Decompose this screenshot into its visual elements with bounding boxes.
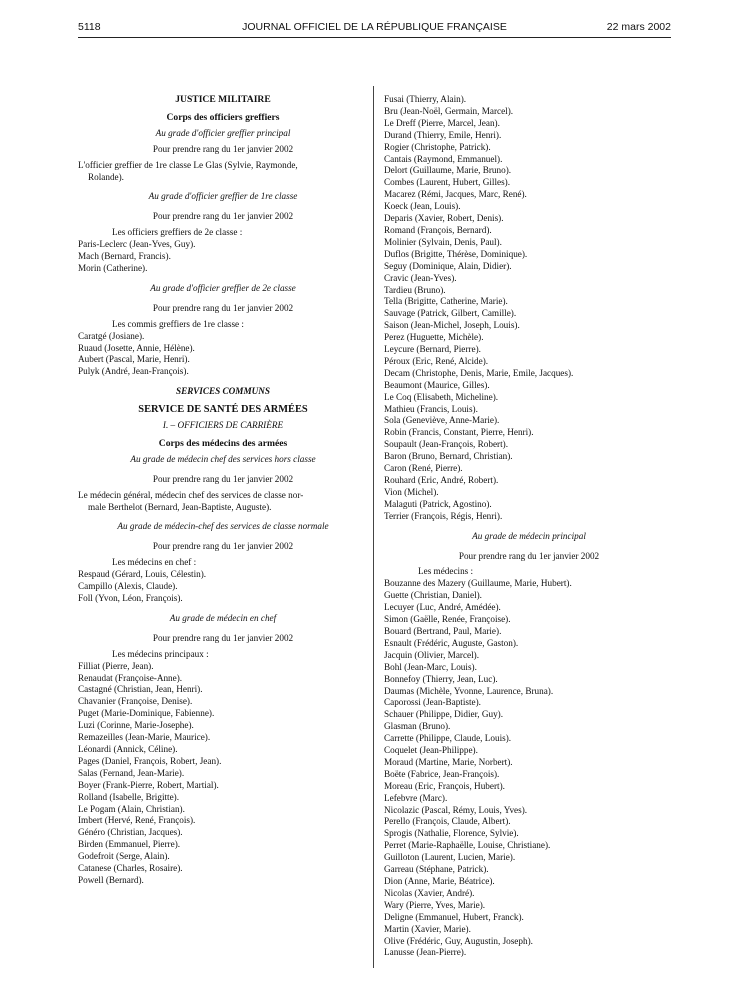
list-intro: Les officiers greffiers de 2e classe : — [112, 227, 243, 238]
name-entry: Garreau (Stéphane, Patrick). — [384, 864, 489, 875]
name-entry: Castagné (Christian, Jean, Henri). — [78, 684, 203, 695]
name-entry: Vion (Michel). — [384, 486, 439, 497]
name-entry: Caratgé (Josiane). — [78, 330, 145, 341]
name-entry: Le Dreff (Pierre, Marcel, Jean). — [384, 117, 500, 128]
name-entry: Chavanier (Françoise, Denise). — [78, 696, 193, 707]
name-entry: Le Coq (Elisabeth, Micheline). — [384, 391, 499, 402]
name-entry: Guilloton (Laurent, Lucien, Marie). — [384, 852, 516, 863]
name-entry: Sola (Geneviève, Anne-Marie). — [384, 415, 500, 426]
name-entry: Sauvage (Patrick, Gilbert, Camille). — [384, 308, 517, 319]
name-entry: Pulyk (André, Jean-François). — [78, 366, 189, 377]
heading-officiers-carriere: I. – OFFICIERS DE CARRIÈRE — [162, 420, 284, 431]
name-entry: Glasman (Bruno). — [384, 721, 451, 732]
name-list — [384, 94, 674, 523]
rang-line: Pour prendre rang du 1er janvier 2002 — [152, 541, 294, 552]
name-entry: Puget (Marie-Dominique, Fabienne). — [78, 708, 215, 719]
rang-line: Pour prendre rang du 1er janvier 2002 — [152, 473, 294, 484]
name-entry: Olive (Frédéric, Guy, Augustin, Joseph). — [384, 935, 533, 946]
name-entry: Terrier (François, Régis, Henri). — [384, 510, 503, 521]
name-entry: Delort (Guillaume, Marie, Bruno). — [384, 165, 512, 176]
page-number: 5118 — [78, 21, 101, 33]
rang-line: Pour prendre rang du 1er janvier 2002 — [458, 550, 600, 561]
name-entry: Imbert (Hervé, René, François). — [78, 815, 196, 826]
rang-line: Pour prendre rang du 1er janvier 2002 — [152, 211, 294, 222]
name-list — [78, 661, 368, 887]
name-entry: Duflos (Brigitte, Thérèse, Dominique). — [384, 248, 528, 259]
name-entry: Bohl (Jean-Marc, Louis). — [384, 661, 477, 672]
name-entry: Deligne (Emmanuel, Hubert, Franck). — [384, 911, 524, 922]
name-entry: Powell (Bernard). — [78, 874, 144, 885]
name-list — [78, 569, 368, 605]
name-entry: Tardieu (Bruno). — [384, 284, 446, 295]
name-entry: Mathieu (Francis, Louis). — [384, 403, 478, 414]
name-entry: Nicolas (Xavier, André). — [384, 887, 475, 898]
name-entry: Deparis (Xavier, Robert, Denis). — [384, 213, 504, 224]
name-entry: Wary (Pierre, Yves, Marie). — [384, 899, 486, 910]
name-entry: Carrette (Philippe, Claude, Louis). — [384, 733, 512, 744]
name-entry: Schauer (Philippe, Didier, Guy). — [384, 709, 504, 720]
name-entry: Respaud (Gérard, Louis, Célestin). — [78, 569, 207, 580]
list-intro: Les médecins en chef : — [112, 557, 197, 568]
name-entry: Macarez (Rémi, Jacques, Marc, René). — [384, 189, 527, 200]
name-entry: Simon (Gaëlle, Renée, Françoise). — [384, 614, 511, 625]
name-entry: Saison (Jean-Michel, Joseph, Louis). — [384, 320, 520, 331]
name-entry: Luzi (Corinne, Marie-Josephe). — [78, 720, 194, 731]
name-entry: Aubert (Pascal, Marie, Henri). — [78, 354, 190, 365]
name-entry: Foll (Yvon, Léon, François). — [78, 593, 183, 603]
name-entry: Nicolazic (Pascal, Rémy, Louis, Yves). — [384, 804, 528, 815]
grade-heading: Au grade de médecin chef des services hors classe — [130, 453, 316, 464]
name-entry: Seguy (Dominique, Alain, Didier). — [384, 260, 512, 271]
name-entry: Guette (Christian, Daniel). — [384, 590, 482, 601]
right-column — [384, 94, 674, 959]
publication-date: 22 mars 2002 — [606, 21, 671, 33]
heading-corps-greffiers: Corps des officiers greffiers — [166, 111, 280, 123]
name-entry: Bouzanne des Mazery (Guillaume, Marie, Hubert). — [384, 578, 572, 589]
heading-services-communs: SERVICES COMMUNS — [175, 386, 271, 397]
grade-heading: Au grade d'officier greffier de 1re classe — [148, 191, 298, 202]
grade-heading: Au grade de médecin-chef des services de classe normale — [117, 521, 329, 532]
name-entry: Lanusse (Jean-Pierre). — [384, 947, 467, 958]
grade-heading: Au grade de médecin principal — [472, 530, 586, 541]
name-entry: Mach (Bernard, Francis). — [78, 251, 171, 262]
heading-service-sante: SERVICE DE SANTÉ DES ARMÉES — [138, 404, 308, 416]
name-entry: Généro (Christian, Jacques). — [78, 827, 183, 838]
name-entry: Cravic (Jean-Yves). — [384, 272, 457, 283]
name-entry: Tella (Brigitte, Catherine, Marie). — [384, 296, 508, 307]
name-entry: Perello (François, Claude, Albert). — [384, 816, 511, 827]
name-entry: Birden (Emmanuel, Pierre). — [78, 839, 181, 850]
name-list — [78, 331, 368, 379]
name-entry: Sprogis (Nathalie, Florence, Sylvie). — [384, 828, 519, 839]
name-entry: Léonardi (Annick, Céline). — [78, 743, 178, 754]
name-entry: Moraud (Martine, Marie, Norbert). — [384, 756, 513, 767]
name-entry: Rouhard (Eric, André, Robert). — [384, 475, 499, 485]
name-entry: Lefebvre (Marc). — [384, 792, 448, 803]
grade-heading: Au grade d'officier greffier principal — [155, 127, 291, 138]
name-entry: Paris-Leclerc (Jean-Yves, Guy). — [78, 239, 196, 250]
name-entry: Filliat (Pierre, Jean). — [78, 660, 154, 671]
name-entry: Boëte (Fabrice, Jean-François). — [384, 768, 500, 779]
name-entry: Remazeilles (Jean-Marie, Maurice). — [78, 732, 211, 743]
heading-justice-militaire: JUSTICE MILITAIRE — [175, 94, 271, 105]
name-entry: Malaguti (Patrick, Agostino). — [384, 498, 492, 509]
rang-line: Pour prendre rang du 1er janvier 2002 — [152, 302, 294, 313]
name-list — [78, 239, 368, 275]
name-entry: Bonnefoy (Thierry, Jean, Luc). — [384, 673, 498, 684]
name-entry: Molinier (Sylvain, Denis, Paul). — [384, 236, 502, 247]
name-entry: Pages (Daniel, François, Robert, Jean). — [78, 755, 222, 766]
name-entry: Rogier (Christophe, Patrick). — [384, 141, 491, 152]
name-entry: Campillo (Alexis, Claude). — [78, 581, 178, 592]
heading-corps-medecins: Corps des médecins des armées — [158, 437, 288, 449]
page-header — [78, 21, 671, 35]
name-list — [384, 578, 674, 959]
name-entry: Esnault (Frédéric, Auguste, Gaston). — [384, 637, 519, 648]
name-entry: Baron (Bruno, Bernard, Christian). — [384, 451, 513, 462]
rang-line: Pour prendre rang du 1er janvier 2002 — [152, 143, 294, 154]
name-entry: Renaudat (Françoise-Anne). — [78, 672, 183, 683]
journal-title: JOURNAL OFFICIEL DE LA RÉPUBLIQUE FRANÇAISE — [242, 21, 507, 33]
name-entry: Morin (Catherine). — [78, 262, 148, 273]
list-intro: Les médecins principaux : — [112, 648, 209, 659]
name-entry: Koeck (Jean, Louis). — [384, 201, 461, 212]
column-divider — [373, 86, 374, 968]
name-entry: Lecuyer (Luc, André, Amédée). — [384, 602, 501, 613]
name-entry: Martin (Xavier, Marie). — [384, 923, 471, 934]
name-entry: Salas (Fernand, Jean-Marie). — [78, 767, 185, 778]
name-entry: Dion (Anne, Marie, Béatrice). — [384, 876, 495, 886]
rang-line: Pour prendre rang du 1er janvier 2002 — [152, 632, 294, 643]
name-entry: Perez (Huguette, Michèle). — [384, 332, 484, 343]
paragraph-line: Rolande). — [88, 171, 124, 182]
name-entry: Durand (Thierry, Emile, Henri). — [384, 129, 502, 140]
name-entry: Le Pogam (Alain, Christian). — [78, 803, 185, 814]
name-entry: Fusai (Thierry, Alain). — [384, 94, 467, 104]
name-entry: Péroux (Eric, René, Alcide). — [384, 355, 489, 366]
name-entry: Romand (François, Bernard). — [384, 224, 492, 235]
name-entry: Robin (Francis, Constant, Pierre, Henri). — [384, 427, 534, 438]
name-entry: Bouard (Bertrand, Paul, Marie). — [384, 625, 502, 636]
name-entry: Cantais (Raymond, Emmanuel). — [384, 153, 503, 164]
list-intro: Les médecins : — [418, 566, 474, 577]
grade-heading: Au grade de médecin en chef — [169, 612, 277, 623]
name-entry: Jacquin (Olivier, Marcel). — [384, 649, 480, 660]
name-entry: Boyer (Frank-Pierre, Robert, Martial). — [78, 779, 219, 790]
left-column — [78, 92, 368, 887]
name-entry: Rolland (Isabelle, Brigitte). — [78, 791, 180, 802]
name-entry: Decam (Christophe, Denis, Marie, Emile, Jacques). — [384, 367, 574, 378]
name-entry: Moreau (Eric, François, Hubert). — [384, 780, 505, 791]
name-entry: Caporossi (Jean-Baptiste). — [384, 697, 481, 708]
name-entry: Perret (Marie-Raphaëlle, Louise, Christiane). — [384, 840, 551, 851]
list-intro: Les commis greffiers de 1re classe : — [112, 318, 244, 329]
name-entry: Caron (René, Pierre). — [384, 463, 463, 474]
name-entry: Beaumont (Maurice, Gilles). — [384, 379, 490, 390]
name-entry: Leycure (Bernard, Pierre). — [384, 344, 481, 355]
name-entry: Soupault (Jean-François, Robert). — [384, 439, 509, 450]
paragraph-line: Le médecin général, médecin chef des services de classe nor- — [78, 489, 304, 500]
name-entry: Ruaud (Josette, Annie, Hélène). — [78, 342, 195, 353]
name-entry: Godefroit (Serge, Alain). — [78, 851, 170, 862]
name-entry: Bru (Jean-Noël, Germain, Marcel). — [384, 105, 514, 116]
paragraph-line: L'officier greffier de 1re classe Le Glas (Sylvie, Raymonde, — [78, 159, 298, 170]
grade-heading: Au grade d'officier greffier de 2e classe — [150, 282, 296, 293]
name-entry: Coquelet (Jean-Philippe). — [384, 745, 478, 756]
name-entry: Combes (Laurent, Hubert, Gilles). — [384, 177, 511, 188]
name-entry: Catanese (Charles, Rosaire). — [78, 863, 183, 874]
name-entry: Daumas (Michèle, Yvonne, Laurence, Bruna). — [384, 685, 554, 696]
header-rule — [78, 37, 671, 38]
paragraph-line: male Berthelot (Bernard, Jean-Baptiste, Auguste). — [88, 501, 272, 512]
